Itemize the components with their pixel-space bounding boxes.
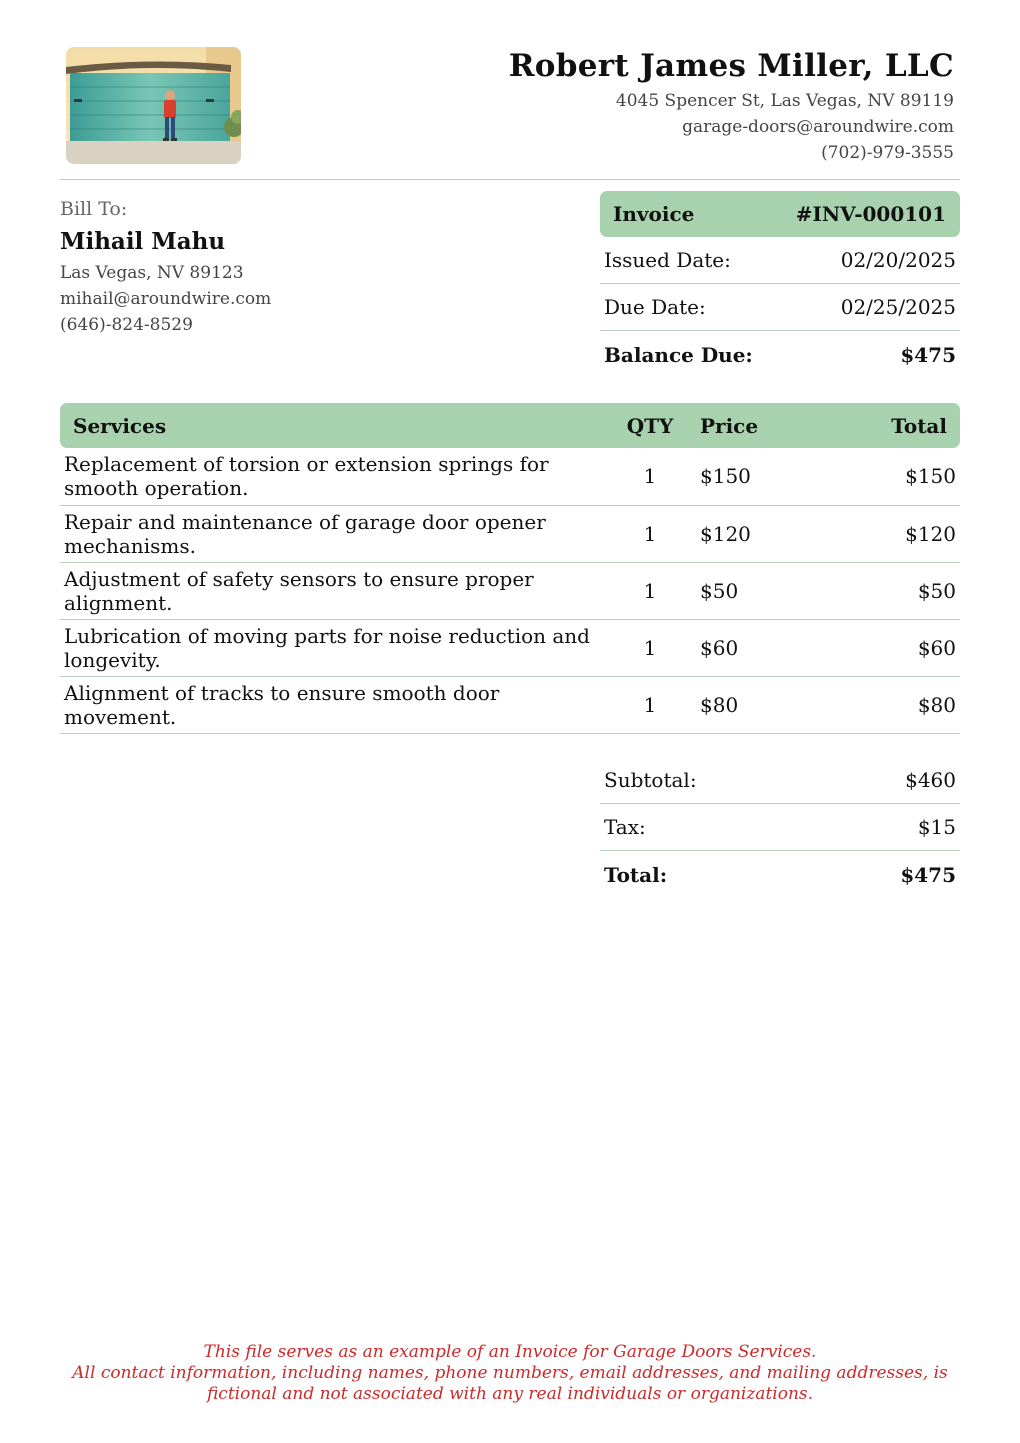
table-row <box>60 676 960 733</box>
service-total: $80 <box>820 676 960 733</box>
service-description: Repair and maintenance of garage door opener mechanisms. <box>60 505 600 562</box>
garage-door-illustration <box>66 47 241 164</box>
company-email: garage-doors@aroundwire.com <box>682 117 954 137</box>
table-row <box>60 619 960 676</box>
company-name: Robert James Miller, LLC <box>508 48 954 84</box>
disclaimer-footer <box>0 1342 1020 1405</box>
tax-value: $15 <box>917 815 956 839</box>
service-description: Lubrication of moving parts for noise reduction and longevity. <box>60 619 600 676</box>
service-qty: 1 <box>600 619 700 676</box>
due-date-row <box>600 284 960 331</box>
invoice-label: Invoice <box>613 202 695 226</box>
total-column-header: Total <box>820 403 960 448</box>
company-phone: (702)-979-3555 <box>821 143 954 163</box>
service-qty: 1 <box>600 505 700 562</box>
service-description: Alignment of tracks to ensure smooth door movement. <box>60 676 600 733</box>
tax-label: Tax: <box>604 815 646 839</box>
subtotal-row <box>600 757 960 804</box>
service-price: $150 <box>700 448 820 505</box>
services-column-header: Services <box>60 403 600 448</box>
service-qty: 1 <box>600 676 700 733</box>
bill-to-label: Bill To: <box>60 198 128 220</box>
due-date-label: Due Date: <box>604 295 706 319</box>
services-table <box>60 403 960 734</box>
balance-due-label: Balance Due: <box>604 342 753 367</box>
company-logo-image <box>66 47 241 164</box>
tax-row <box>600 804 960 851</box>
invoice-number: #INV-000101 <box>795 202 946 226</box>
balance-due-row <box>600 331 960 378</box>
header-divider <box>60 179 960 180</box>
balance-due-value: $475 <box>900 342 956 367</box>
issued-date-label: Issued Date: <box>604 248 731 272</box>
company-address: 4045 Spencer St, Las Vegas, NV 89119 <box>615 91 954 111</box>
client-address: Las Vegas, NV 89123 <box>60 263 244 283</box>
service-price: $60 <box>700 619 820 676</box>
company-info <box>509 46 954 166</box>
client-email: mihail@aroundwire.com <box>60 289 272 309</box>
service-price: $80 <box>700 676 820 733</box>
subtotal-label: Subtotal: <box>604 768 697 792</box>
service-description: Adjustment of safety sensors to ensure proper alignment. <box>60 562 600 619</box>
grand-total-row <box>600 851 960 898</box>
disclaimer-line: All contact information, including names, phone numbers, email addresses, and mailing addresses, is <box>72 1363 948 1383</box>
grand-total-value: $475 <box>900 862 956 887</box>
table-row <box>60 505 960 562</box>
disclaimer-line: This file serves as an example of an Invoice for Garage Doors Services. <box>203 1342 817 1362</box>
qty-column-header: QTY <box>600 403 700 448</box>
invoice-summary <box>600 191 960 378</box>
service-qty: 1 <box>600 562 700 619</box>
service-price: $50 <box>700 562 820 619</box>
services-header-row <box>60 403 960 448</box>
invoice-header <box>600 191 960 237</box>
service-total: $120 <box>820 505 960 562</box>
totals-section <box>600 757 960 898</box>
service-total: $150 <box>820 448 960 505</box>
table-row <box>60 562 960 619</box>
service-qty: 1 <box>600 448 700 505</box>
issued-date-row <box>600 237 960 284</box>
price-column-header: Price <box>700 403 820 448</box>
grand-total-label: Total: <box>604 862 668 887</box>
subtotal-value: $460 <box>905 768 956 792</box>
service-price: $120 <box>700 505 820 562</box>
client-name: Mihail Mahu <box>60 228 226 255</box>
table-row <box>60 448 960 505</box>
due-date-value: 02/25/2025 <box>840 295 956 319</box>
issued-date-value: 02/20/2025 <box>840 248 956 272</box>
bill-to-section <box>60 196 271 338</box>
service-total: $60 <box>820 619 960 676</box>
service-total: $50 <box>820 562 960 619</box>
disclaimer-line: fictional and not associated with any real individuals or organizations. <box>206 1384 814 1404</box>
client-phone: (646)-824-8529 <box>60 315 193 335</box>
service-description: Replacement of torsion or extension springs for smooth operation. <box>60 448 600 505</box>
